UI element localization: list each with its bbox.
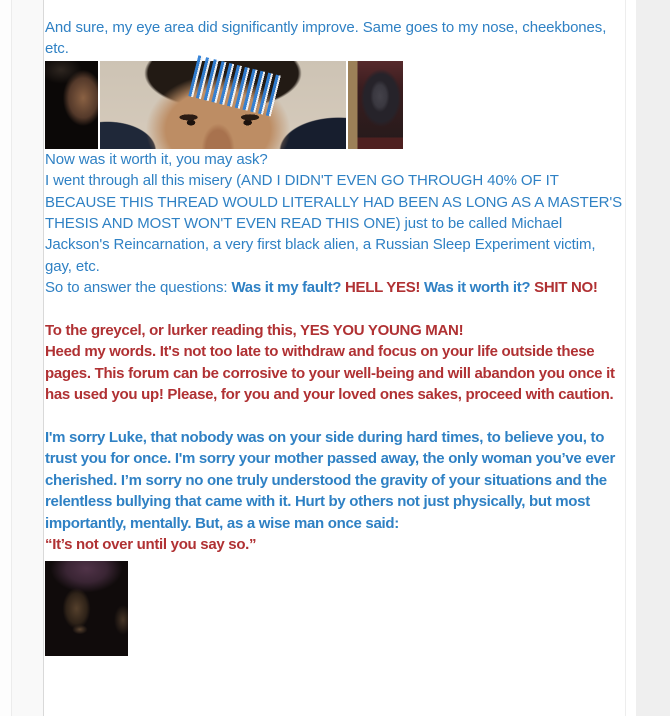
warning-address-line: To the greycel, or lurker reading this, YES YOU YOUNG MAN! xyxy=(45,322,464,340)
paragraph-warning xyxy=(45,320,625,406)
attachment-image-dark-portrait[interactable] xyxy=(45,61,98,149)
attachment-image-comb-selfie[interactable] xyxy=(100,61,346,149)
post-right-border xyxy=(625,0,626,716)
scrollbar-track[interactable] xyxy=(636,0,670,716)
paragraph-improvement: And sure, my eye area did significantly improve. Same goes to my nose, cheekbones, etc. xyxy=(45,19,607,58)
answers-answer-2: SHIT NO! xyxy=(534,279,598,297)
attachment-row xyxy=(45,61,625,149)
paragraph-apology: I'm sorry Luke, that nobody was on your side during hard times, to believe you, to trust you for once. I'm sorry your mother passed away, the only woman you’ve ever cherished. I’m sorry no one truly understood the gravity of your situations and the relentless bullying that came with it. Hurt by others not just physically, but most importantly, mentally. But, as a wise man once said: xyxy=(45,429,615,532)
forum-post-body xyxy=(45,0,625,716)
answers-answer-1: HELL YES! xyxy=(345,279,424,297)
warning-heed-line: Heed my words. It's not too late to withdraw and focus on your life outside these pages. This forum can be corrosive to your well-being and will abandon you once it has used you up! Please, for you and your loved ones sakes, proceed with caution. xyxy=(45,343,615,404)
paragraph-worth-it xyxy=(45,149,625,299)
attachment-image-mirror-selfie[interactable] xyxy=(348,61,403,149)
quote-line: “It’s not over until you say so.” xyxy=(45,536,257,554)
line-worth-question: Now was it worth it, you may ask? xyxy=(45,150,268,168)
line-answers xyxy=(45,277,625,298)
page-left-gutter xyxy=(0,0,44,716)
answers-intro: So to answer the questions: xyxy=(45,279,232,297)
line-misery: I went through all this misery (AND I DIDN'T EVEN GO THROUGH 40% OF IT BECAUSE THIS THREAD WOULD LITERALLY HAD BEEN AS LONG AS A MASTER'S THESIS AND MOST WON'T EVEN READ THIS ONE) just to be called Michael Jackson's Reincarnation, a very first black alien, a Russian Sleep Experiment victim, gay, etc. xyxy=(45,172,622,275)
blue-combs-overlay xyxy=(188,55,282,117)
answers-question-1: Was it my fault? xyxy=(231,279,346,297)
answers-question-2: Was it worth it? xyxy=(423,279,535,297)
attachment-image-dark-figure[interactable] xyxy=(45,561,128,656)
